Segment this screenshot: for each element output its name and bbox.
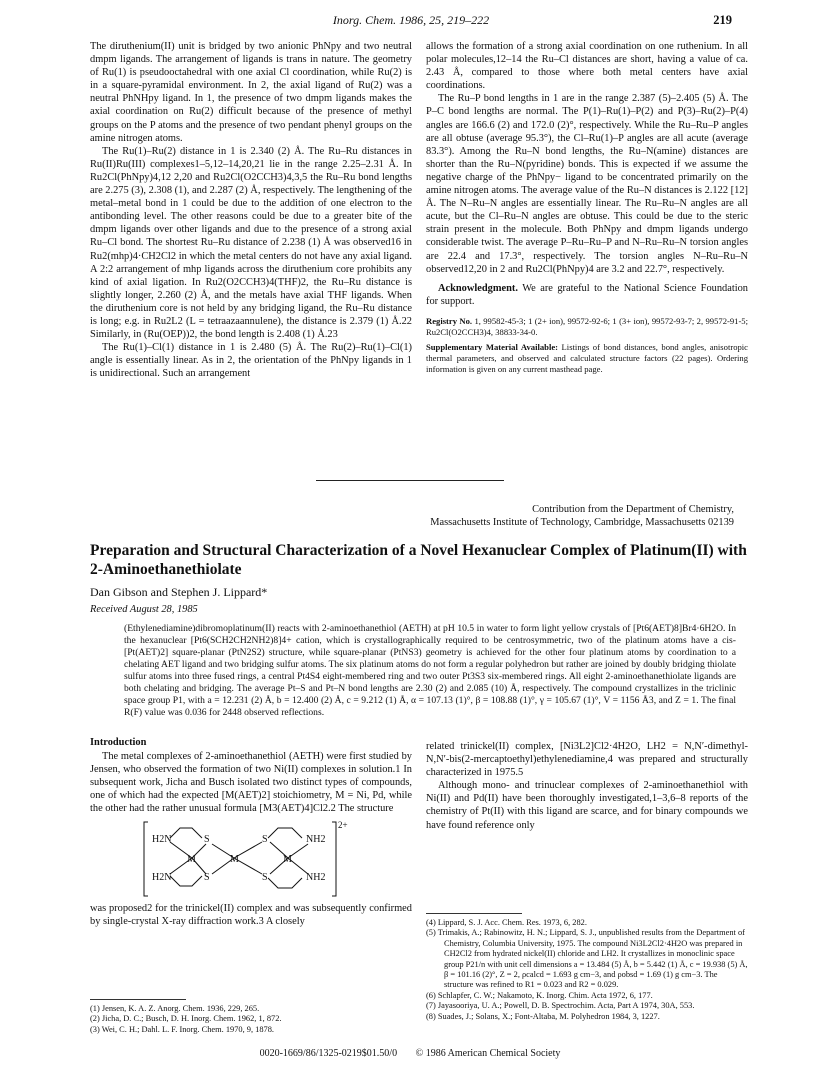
contribution-line: Contribution from the Department of Chemistry,: [532, 504, 734, 515]
registry-label: Registry No.: [426, 315, 473, 326]
charge-label: 2+: [338, 819, 348, 830]
registry-text: 1, 99582-45-3; 1 (2+ ion), 99572-92-6; 1 (3+ ion), 99572-93-7; 2, 99572-91-5; Ru2Cl(O2CCH3)4, 38833-34-0.: [426, 315, 748, 337]
paragraph: was proposed2 for the trinickel(II) complex and was subsequently confirmed by single-crystal X-ray diffraction work.3 A closely: [90, 902, 412, 927]
paragraph: The Ru(1)–Cl(1) distance in 1 is 2.480 (5) Å. The Ru(2)–Ru(1)–Cl(1) angle is essentially linear. As in 2, the orientation of the PhNpy ligands in 1 is unidirectional. Such an arrangement: [90, 342, 412, 380]
amine-label: H2N: [152, 871, 172, 883]
copyright: © 1986 American Chemical Society: [415, 1048, 561, 1059]
sulfur-label: S: [262, 833, 268, 845]
sulfur-label: S: [204, 871, 210, 883]
amine-label: H2N: [152, 833, 172, 845]
footnote: (7) Jayasooriya, U. A.; Powell, D. B. Spectrochim. Acta, Part A 1974, 30A, 553.: [426, 1001, 695, 1011]
acknowledgment-label: Acknowledgment.: [438, 282, 518, 294]
metal-label: M: [187, 853, 196, 865]
structure-drawing: [140, 818, 360, 900]
paragraph: The Ru(1)–Ru(2) distance in 1 is 2.340 (2) Å. The Ru–Ru distances in Ru(II)Ru(III) complexes1–5,12–14,20,21 lie in the range 2.25–2.31 Å. In Ru2Cl(PhNpy)4,12 2,20 and Ru2Cl(O2CCH3)4,3,5 the Ru–Ru bond lengths are 2.275 (3), 2.308 (1), and 2.287 (2) Å, respectively. The lengthening of the metal–metal bond in 1 could be due to the addition of one electron to the antibonding level. The other reasons could be due to a greater bite of the dmpm ligands over other ligands and due to the presence of a strong axial Ru–Cl bond. The shortest Ru–Ru distance of 2.238 (1) Å was observed16 in Ru2(mhp)4·CH2Cl2 in which the metal centers do not have any axial ligand. A 2:2 arrangement of mhp ligands across the diruthenium core prohibits any kind of axial ligation. In Ru2(O2CCH3)4(THF)2, the Ru–Ru distance is slightly longer, 2.260 (2) Å, and the metals have axial THF ligands. When the diruthenium core is not held by any bridging ligand, the Ru–Ru distance is long; e.g. in Ru2L2 (L = tetraazaannulene), the distance is 2.379 (1) Å.22 Similarly, in (Ru(OEP))2, the bond length is 2.408 (1) Å.23: [90, 145, 412, 341]
amine-label: NH2: [306, 833, 326, 845]
acknowledgment-text: We are grateful to the National Science Foundation for support.: [426, 282, 748, 307]
footnote: (6) Schlapfer, C. W.; Nakamoto, K. Inorg. Chim. Acta 1972, 6, 177.: [426, 990, 653, 1000]
metal-label: M: [283, 853, 292, 865]
article-code: 0020-1669/86/1325-0219$01.50/0: [259, 1048, 398, 1059]
introduction-heading: Introduction: [90, 737, 147, 748]
trinickel-structure-diagram: [90, 818, 412, 900]
metal-label: M: [230, 853, 239, 865]
paragraph: related trinickel(II) complex, [Ni3L2]Cl2·4H2O, LH2 = N,N′-dimethyl-N,N′-bis(2-mercaptoethyl)ethylenediamine,4 was prepared and structurally characterized in 1975.5: [426, 741, 748, 779]
footnote: (1) Jensen, K. A. Z. Anorg. Chem. 1936, 229, 265.: [90, 1004, 260, 1013]
supplementary-label: Supplementary Material Available:: [426, 341, 559, 352]
previous-article-right-column: [426, 40, 748, 379]
section-divider: [316, 480, 504, 481]
page-number: 219: [713, 13, 732, 27]
footnote: (8) Suades, J.; Solans, X.; Font-Altaba, M. Polyhedron 1984, 3, 1227.: [426, 1011, 660, 1021]
supplementary-material: [426, 342, 748, 375]
amine-label: NH2: [306, 871, 326, 883]
footnote: (4) Lippard, S. J. Acc. Chem. Res. 1973, 6, 282.: [426, 918, 587, 927]
acknowledgment: [426, 282, 748, 308]
contribution-line: Massachusetts Institute of Technology, Cambridge, Massachusetts 02139: [430, 517, 734, 528]
abstract: (Ethylenediamine)dibromoplatinum(II) reacts with 2-aminoethanethiol (AETH) at pH 10.5 in water to form light yellow crystals of [Pt6(AET)8]Br4·6H2O. In the hexanuclear [Pt6(SCH2CH2NH2)8]4+ cation, which is crystallographically required to be centrosymmetric, two of the platinum atoms have a cis-[Pt(AET)2] square-planar (PtN2S2) structure, while square-planar (PtNS3) geometry is achieved for the other four platinum atoms by coordination to a chelating AET ligand and two bridging sulfur atoms. The six platinum atoms do not form a regular polyhedron but rather are joined by doubly bridging thiolate sulfur atoms into three fused rings, a central Pt4S4 eight-membered ring and two outer Pt3S3 six-membered rings. All eight 2-aminoethanethiolate ligands are both chelating and bridging. The average Pt–S and Pt–N bond lengths are 2.30 (2) and 2.085 (10) Å, respectively. The compound crystallizes in the triclinic space group P1, with a = 12.231 (2) Å, b = 12.400 (2) Å, c = 9.212 (1) Å, α = 107.13 (1)°, β = 108.88 (1)°, γ = 105.67 (1)°, V = 1156 Å3, and Z = 1. The final R(F) value was 0.036 for 2448 observed reflections.: [124, 623, 736, 718]
page-footer: [0, 1048, 820, 1059]
paragraph: The metal complexes of 2-aminoethanethiol (AETH) were first studied by Jensen, who observed the formation of two Ni(II) complexes in solution.1 In subsequent work, Jicha and Busch isolated two distinct types of compounds, one of which had the expected [M(AET)2] stoichiometry, M = Ni, Pd, while the other had the rather unusual formula [M3(AET)4]Cl2.2 The structure: [90, 751, 412, 815]
footnote: (3) Wei, C. H.; Dahl. L. F. Inorg. Chem. 1970, 9, 1878.: [90, 1024, 274, 1034]
paragraph: Although mono- and trinuclear complexes of 2-aminoethanethiol with Ni(II) and Pd(II) have been thoroughly investigated,1–3,6–8 reports of the chemistry of Pt(II) with this ligand are scarce, and for binary compounds we have found reference only: [426, 780, 748, 831]
footnote: (5) Trimakis, A.; Rabinowitz, H. N.; Lippard, S. J., unpublished results from the Department of Chemistry, Columbia University, 1975. The compound Ni3L2Cl2·4H2O was prepared in CH2Cl2 from hydrated nickel(II) chloride and LH2. It crystallizes in monoclinic space group P21/n with unit cell dimensions a = 13.484 (5) Å, b = 5.442 (1) Å, c = 19.938 (5) Å, β = 101.16 (2)°, Z = 2, ρcalcd = 1.693 g cm−3, and ρobsd = 1.69 (1) g cm−3. The structure was refined to R1 = 0.023 and R2 = 0.029.: [426, 928, 748, 990]
journal-citation: Inorg. Chem. 1986, 25, 219–222: [332, 13, 490, 27]
introduction-left-column: [90, 736, 412, 928]
previous-article-left-column: [90, 40, 412, 380]
footnote: (2) Jicha, D. C.; Busch, D. H. Inorg. Chem. 1962, 1, 872.: [90, 1014, 282, 1024]
footnotes-left: [90, 1004, 412, 1035]
paragraph: allows the formation of a strong axial coordination on one ruthenium. In all polar molecules,12–14 the Ru–Cl distances are short, having a value of ca. 2.43 Å, compared to those where both metal centers have axial coordinations.: [426, 41, 748, 92]
received-date: Received August 28, 1985: [90, 604, 198, 615]
footnote-rule: [426, 913, 522, 914]
registry-numbers: [426, 316, 748, 338]
sulfur-label: S: [204, 833, 210, 845]
supplementary-text: Listings of bond distances, bond angles, anisotropic thermal parameters, and observed and calculated structure factors (22 pages). Ordering information is given on any current masthead page.: [426, 341, 748, 374]
article-title: Preparation and Structural Characterization of a Novel Hexanuclear Complex of Platinum(II) with 2-Aminoethanethiolate: [90, 542, 747, 578]
paragraph: The diruthenium(II) unit is bridged by two anionic PhNpy and two neutral dmpm ligands. The arrangement of ligands is trans in nature. The geometry of Ru(1) is pseudooctahedral with one axial Cl coordination, while Ru(2) is in a square-pyramidal environment. In 2, the axial ligand of Ru(2) was a neutral PhNHpy ligand. In 1, the presence of two dmpm ligands makes the axial coordination on Ru(2) difficult because of the presence of methyl groups on the P atoms and the presence of two pendant phenyl groups on the amine nitrogen atoms.: [90, 41, 412, 144]
footnote-rule: [90, 999, 186, 1000]
footnotes-right: [426, 918, 748, 1022]
article-authors: Dan Gibson and Stephen J. Lippard*: [90, 585, 268, 599]
running-header: [90, 13, 732, 29]
paragraph: The Ru–P bond lengths in 1 are in the range 2.387 (5)–2.405 (5) Å. The P–C bond lengths are normal. The P(1)–Ru(1)–P(2) and P(3)–Ru(2)–P(4) angles are 166.6 (2) and 172.0 (2)°, respectively. While the Ru–Ru–P angles are all obtuse (average 95.3°), the Cl–Ru(1)–P angles are all acute (average 83.3°). Among the Ru–N bond lengths, the Ru–N(amine) distances are shorter than the Ru–N(pyridine) bonds. This is expected if we assume the negative charge of the PhNpy− ligand to be concentrated primarily on the amine nitrogen atoms. The average value of the Ru–N distances is 2.122 [12] Å. The N–Ru–N angles are essentially linear. The Ru–Ru–N angles are all acute, but the Cl–Ru–N angles are obtuse. This could be due to the steric strain present in the molecule. Both PhNpy and dmpm ligands undergo considerable twist. The average P–Ru–Ru–P and N–Ru–Ru–N torsion angles are 22.4 and 17.3°, respectively. The torsion angles N–Ru–Ru–N observed12,20 in 2 and Ru2Cl(PhNpy)4 are 3.2 and 22.7°, respectively.: [426, 93, 748, 275]
contribution-note: [264, 503, 734, 529]
sulfur-label: S: [262, 871, 268, 883]
introduction-right-column: [426, 740, 748, 832]
